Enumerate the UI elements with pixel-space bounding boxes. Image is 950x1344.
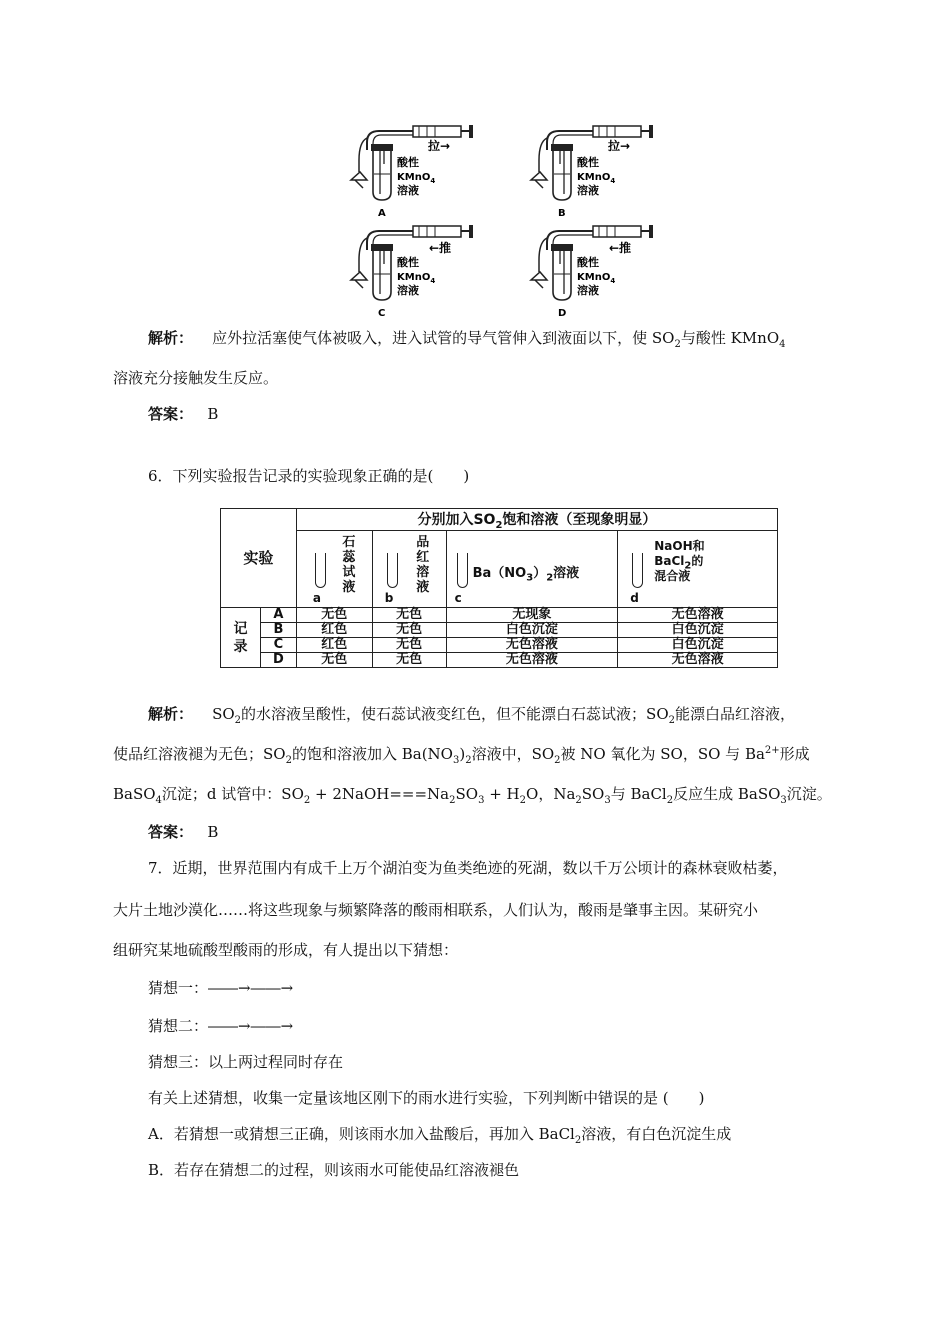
solution-label: 酸性 [577, 156, 599, 169]
q6-answer: 答案： B [148, 823, 219, 841]
q6-analysis-line2: 使品红溶液褪为无色；$SO_2$的饱和溶液加入 $Ba(NO_3)_2$溶液中，$SO_2$被 NO 氧化为 SO，SO 与 $Ba^{2+}$形成 [113, 745, 810, 766]
tube-letter: d [630, 591, 639, 605]
q5-apparatus-figure [335, 120, 665, 320]
solution-label: 酸性 [577, 256, 599, 269]
svg-text:KMnO4: KMnO$_4$ [397, 172, 436, 185]
table-row: 记 录 A 无色 无色 无现象 无色溶液 [221, 608, 778, 623]
tube-a-label: 石蕊试液 [342, 535, 356, 595]
answer-value: B [207, 823, 219, 841]
q7-stem-line2: 大片土地沙漠化……将这些现象与频繁降落的酸雨相联系，人们认为，酸雨是肇事主因。某研究小 [113, 901, 759, 919]
tube-letter: a [312, 591, 321, 605]
panel-action-label: 拉→ [428, 139, 451, 153]
solution-label: 酸性 [397, 156, 419, 169]
solution-label: 酸性 [397, 256, 419, 269]
q7-guess-3: 猜想三：以上两过程同时存在 [148, 1053, 344, 1071]
tube-a-cell [296, 531, 372, 608]
panel-letter: D [558, 308, 567, 319]
analysis-label: 解析： [148, 329, 194, 347]
tube-c-label: $Ba(NO_3)_2$溶液 [472, 566, 580, 584]
svg-text:溶液: 溶液 [577, 184, 599, 197]
panel-letter: A [378, 208, 386, 219]
analysis-label: 解析： [148, 705, 194, 723]
tube-c-cell [446, 531, 618, 608]
panel-action-label: ←推 [609, 241, 632, 255]
tube-b-label: 品红溶液 [416, 535, 430, 595]
tube-b-cell [372, 531, 446, 608]
svg-text:KMnO4: KMnO$_4$ [577, 172, 616, 185]
q7-question: 有关上述猜想，收集一定量该地区刚下的雨水进行实验，下列判断中错误的是 ( ) [148, 1089, 705, 1107]
svg-text:溶液: 溶液 [397, 284, 419, 297]
q6-analysis-line3: BaSO$_4$沉淀；d 试管中：$SO_2$ + $2NaOH===Na_2SO_3 + H_2O$，$Na_2SO_3$与 BaCl$_2$反应生成 BaSO$_3$沉淀。 [113, 785, 832, 806]
q7-stem-line3: 组研究某地硫酸型酸雨的形成，有人提出以下猜想： [113, 941, 459, 959]
q6-stem: 6．下列实验报告记录的实验现象正确的是( ) [148, 467, 470, 485]
table-row: C 红色 无色 无色溶液 白色沉淀 [221, 638, 778, 653]
tube-letter: c [454, 591, 462, 605]
q7-option-b: B．若存在猜想二的过程，则该雨水可能使品红溶液褪色 [148, 1161, 520, 1179]
answer-value: B [207, 405, 219, 423]
panel-letter: B [558, 208, 566, 219]
panel-action-label: ←推 [429, 241, 452, 255]
q6-experiment-table [220, 508, 778, 668]
q5-answer: 答案： B [148, 405, 219, 423]
svg-text:KMnO4: KMnO$_4$ [577, 272, 616, 285]
svg-text:溶液: 溶液 [397, 184, 419, 197]
panel-action-label: 拉→ [608, 139, 631, 153]
table-row: D 无色 无色 无色溶液 无色溶液 [221, 653, 778, 668]
tube-d-cell [618, 531, 778, 608]
table-row: B 红色 无色 白色沉淀 白色沉淀 [221, 623, 778, 638]
q5-analysis-line2: 溶液充分接触发生反应。 [113, 369, 279, 387]
svg-text:KMnO4: KMnO$_4$ [397, 272, 436, 285]
q6-analysis-line1: 解析： $SO_2$的水溶液呈酸性，使石蕊试液变红色，但不能漂白石蕊试液；$SO_2$能漂白品红溶液， [148, 705, 796, 726]
q5-analysis-line1: 解析： 应外拉活塞使气体被吸入，进入试管的导气管伸入到液面以下，使 $SO_2$与酸性 KMnO$_4$ [148, 329, 786, 350]
tube-letter: b [384, 591, 394, 605]
svg-text:溶液: 溶液 [577, 284, 599, 297]
tube-d-label: NaOH和 BaCl$_2$的 混合液 [654, 539, 705, 583]
q7-stem-line1: 7．近期，世界范围内有成千上万个湖泊变为鱼类绝迹的死湖，数以千万公顷计的森林衰败枯萎， [148, 859, 788, 877]
panel-letter: C [378, 308, 386, 319]
q7-guess-2: 猜想二：――→――→ [148, 1017, 294, 1035]
q7-option-a: A．若猜想一或猜想三正确，则该雨水加入盐酸后，再加入 BaCl$_2$溶液，有白色沉淀生成 [148, 1125, 732, 1146]
q7-guess-1: 猜想一：――→――→ [148, 979, 294, 997]
table-header: 分别加入$SO_2$饱和溶液（至现象明显） [296, 509, 777, 531]
experiment-label: 实验 [221, 509, 297, 608]
record-label: 记 录 [221, 608, 261, 668]
